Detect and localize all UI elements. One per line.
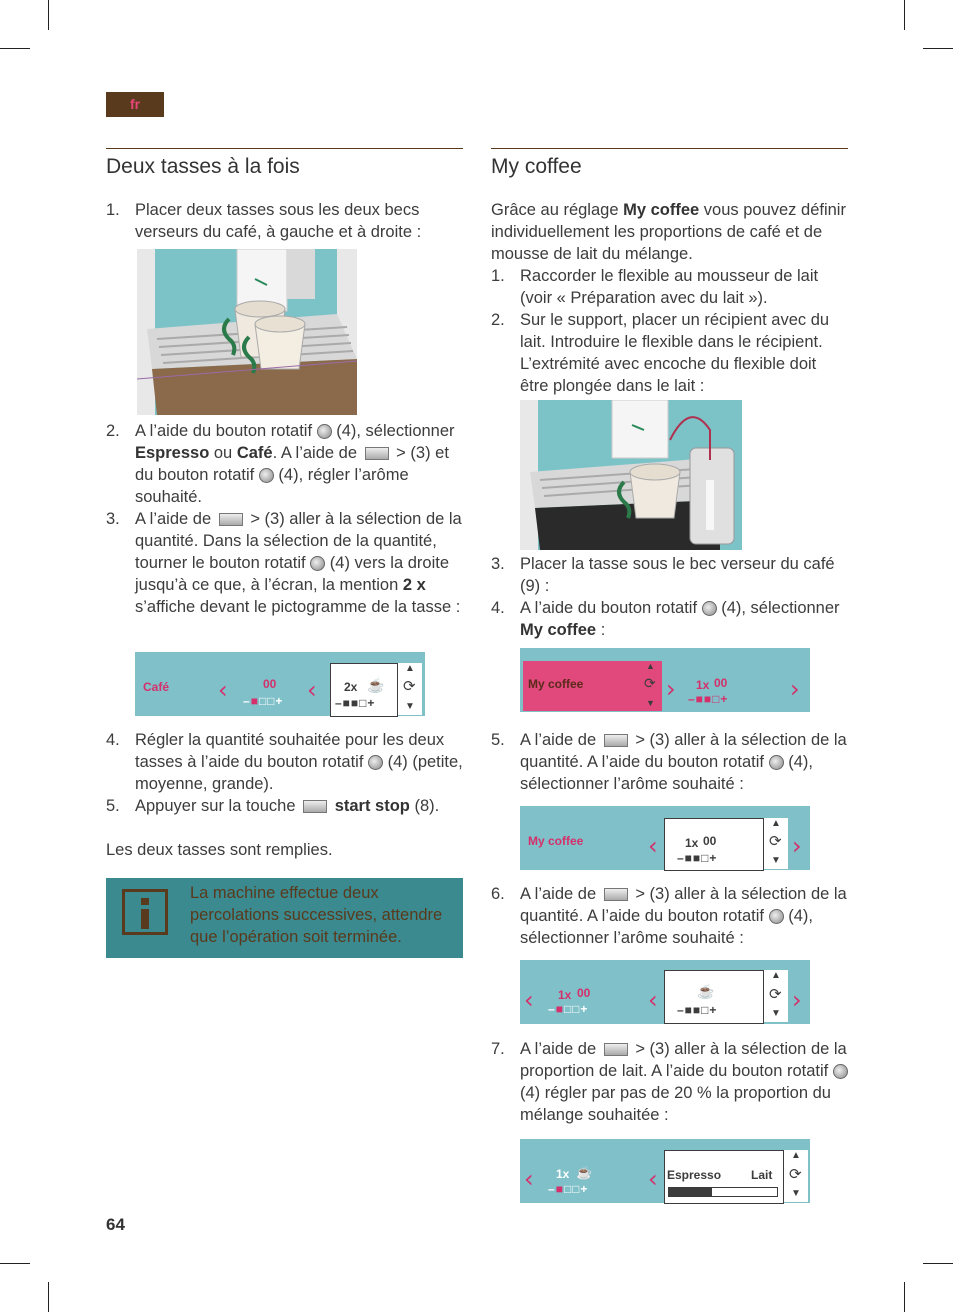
step-number: 3. bbox=[106, 510, 120, 528]
step-6 bbox=[491, 883, 848, 949]
strength-beans-icon: 00 bbox=[577, 986, 591, 1000]
arrow-down-icon: ▼ bbox=[771, 855, 781, 866]
crop-mark bbox=[48, 0, 49, 30]
intro-text: Grâce au réglage bbox=[491, 201, 624, 219]
refresh-icon: ⟳ bbox=[789, 1166, 802, 1183]
step-number: 3. bbox=[491, 555, 505, 573]
step-number: 4. bbox=[491, 599, 505, 617]
arrow-up-icon: ▲ bbox=[405, 663, 415, 674]
step-text: s’affiche devant le pictogramme de la tasse : bbox=[135, 598, 461, 616]
result-note: Les deux tasses sont remplies. bbox=[106, 841, 333, 859]
strength-scale: –■■□+ bbox=[677, 851, 718, 865]
scroll-control bbox=[783, 1150, 808, 1202]
step-3 bbox=[106, 508, 463, 618]
step-number: 6. bbox=[491, 885, 505, 903]
step-number: 2. bbox=[106, 422, 120, 440]
espresso-label: Espresso bbox=[667, 1168, 722, 1182]
step-text: A l’aide de bbox=[135, 510, 216, 528]
page-number: 64 bbox=[106, 1215, 125, 1234]
step-text: (4), sélectionner l’arôme souhaité : bbox=[520, 907, 813, 947]
step-text: A l’aide du bouton rotatif bbox=[135, 422, 317, 440]
step-text: Appuyer sur la touche bbox=[135, 797, 301, 815]
step-text: Sur le support, placer un récipient avec du lait. Introduire le flexible dans le récipient. L’extrémité avec encoche du flexible doit être plongée dans le lait : bbox=[520, 311, 830, 395]
arrow-key-icon bbox=[604, 734, 628, 747]
chevron-right-icon: › bbox=[792, 986, 802, 1014]
chevron-left-icon: ‹ bbox=[648, 986, 658, 1014]
milk-container-illustration bbox=[520, 400, 742, 550]
quantity-box bbox=[330, 663, 398, 717]
display-term: 2 x bbox=[402, 576, 426, 594]
step-text: A l’aide de bbox=[520, 1040, 601, 1058]
chevron-left-icon: ‹ bbox=[524, 986, 534, 1014]
chevron-left-icon: ‹ bbox=[524, 1165, 534, 1193]
step-text: Placer la tasse sous le bec verseur du café (9) : bbox=[520, 555, 835, 595]
arrow-down-icon: ▼ bbox=[791, 1188, 801, 1199]
quantity-value: 1x bbox=[558, 988, 572, 1002]
key-name: start stop bbox=[334, 797, 410, 815]
step-text: Raccorder le flexible au mousseur de lait (voir « Préparation avec du lait »). bbox=[520, 267, 819, 307]
info-box bbox=[106, 878, 463, 958]
menu-term: Café bbox=[236, 444, 273, 462]
rotary-knob-icon bbox=[317, 424, 332, 439]
menu-term: My coffee bbox=[520, 621, 597, 639]
quantity-scale: –■■□+ bbox=[335, 696, 376, 710]
step-number: 7. bbox=[491, 1040, 505, 1058]
rotary-knob-icon bbox=[833, 1064, 848, 1079]
left-column bbox=[106, 148, 463, 185]
quantity-value: 1x bbox=[685, 836, 699, 850]
milk-ratio-fill bbox=[669, 1188, 712, 1196]
strength-scale: –■□□+ bbox=[243, 694, 284, 708]
milk-ratio-box bbox=[664, 1150, 784, 1204]
chevron-left-icon: ‹ bbox=[218, 676, 228, 704]
info-text: La machine effectue deux percolations successives, attendre que l’opération soit terminée. bbox=[190, 884, 443, 946]
crop-mark bbox=[0, 48, 30, 49]
strength-beans-icon: 00 bbox=[263, 677, 277, 691]
step-text: > (3) aller à la sélection de la quantité. A l’aide du bouton rotatif bbox=[520, 885, 847, 925]
scroll-control bbox=[763, 818, 788, 869]
arrow-up-icon: ▲ bbox=[646, 661, 655, 671]
right-column bbox=[491, 148, 848, 185]
step-text: A l’aide de bbox=[520, 731, 601, 749]
step-text: > (3) aller à la sélection de la quantité. Dans la sélection de la quantité, tourner le bouton rotatif bbox=[135, 510, 462, 572]
step-number: 2. bbox=[491, 311, 505, 329]
chevron-right-icon: › bbox=[666, 675, 676, 703]
quantity-value: 1x bbox=[556, 1167, 570, 1181]
arrow-up-icon: ▲ bbox=[771, 970, 781, 981]
step-number: 1. bbox=[491, 267, 505, 285]
display-panel-cafe bbox=[135, 652, 425, 716]
display-panel-quantity bbox=[520, 960, 810, 1024]
start-stop-key-icon bbox=[303, 800, 327, 813]
quantity-value: 1x bbox=[696, 678, 710, 692]
scroll-control bbox=[763, 970, 788, 1022]
cup-icon: ☕ bbox=[576, 1165, 593, 1180]
cup-icon: ☕ bbox=[697, 983, 715, 999]
rotary-knob-icon bbox=[702, 601, 717, 616]
step-text: > (3) et du bouton rotatif bbox=[135, 444, 449, 484]
scroll-control bbox=[397, 663, 422, 715]
arrow-down-icon: ▼ bbox=[646, 698, 655, 708]
arrow-up-icon: ▲ bbox=[771, 818, 781, 829]
display-panel-my-coffee-select bbox=[520, 648, 810, 712]
step-text: A l’aide du bouton rotatif bbox=[520, 599, 702, 617]
rotary-knob-icon bbox=[368, 755, 383, 770]
chevron-right-icon: › bbox=[792, 832, 802, 860]
rotary-knob-icon bbox=[259, 468, 274, 483]
step-text: Régler la quantité souhaitée pour les deux tasses à l’aide du bouton rotatif bbox=[135, 731, 445, 771]
step-text: (4) vers la droite jusqu’à ce que, à l’écran, la mention bbox=[135, 554, 449, 594]
milk-ratio-bar bbox=[668, 1187, 778, 1197]
section-title: Deux tasses à la fois bbox=[106, 155, 300, 178]
crop-mark bbox=[48, 1282, 49, 1312]
section-rule bbox=[106, 148, 463, 149]
step-text: > (3) aller à la sélection de la quantité. A l’aide du bouton rotatif bbox=[520, 731, 847, 771]
step-3 bbox=[491, 553, 848, 597]
step-number: 5. bbox=[491, 731, 505, 749]
step-text: > (3) aller à la sélection de la proportion de lait. A l’aide du bouton rotatif bbox=[520, 1040, 847, 1080]
step-text: (4), sélectionner bbox=[716, 599, 840, 617]
display-label: My coffee bbox=[528, 834, 584, 848]
step-text: ou bbox=[209, 444, 237, 462]
section-title: My coffee bbox=[491, 155, 582, 178]
step-7 bbox=[491, 1038, 848, 1126]
rotary-knob-icon bbox=[310, 556, 325, 571]
step-text: (4), sélectionner bbox=[331, 422, 455, 440]
section-rule bbox=[491, 148, 848, 149]
step-text: : bbox=[596, 621, 606, 639]
quantity-box bbox=[664, 970, 764, 1024]
arrow-key-icon bbox=[219, 513, 243, 526]
milk-label: Lait bbox=[751, 1168, 773, 1182]
step-text: (4), sélectionner l’arôme souhaité : bbox=[520, 753, 813, 793]
display-panel-my-coffee-strength bbox=[520, 806, 810, 870]
chevron-left-icon: ‹ bbox=[648, 832, 658, 860]
crop-mark bbox=[923, 48, 953, 49]
step-1 bbox=[491, 265, 848, 309]
step-text: (4) (petite, moyenne, grande). bbox=[135, 753, 463, 793]
info-icon bbox=[122, 889, 168, 935]
rotary-knob-icon bbox=[769, 909, 784, 924]
arrow-key-icon bbox=[604, 1043, 628, 1056]
display-panel-milk-ratio bbox=[520, 1139, 810, 1203]
two-cups-illustration bbox=[137, 249, 357, 415]
intro-text: vous pouvez définir individuellement les proportions de café et de mousse de lait du mélange. bbox=[491, 201, 846, 263]
arrow-key-icon bbox=[365, 447, 389, 460]
strength-beans-icon: 00 bbox=[714, 676, 728, 690]
language-tag: fr bbox=[106, 92, 164, 117]
step-5 bbox=[106, 795, 463, 817]
refresh-icon: ⟳ bbox=[769, 986, 782, 1003]
chevron-left-icon: ‹ bbox=[307, 676, 317, 704]
refresh-icon: ⟳ bbox=[769, 833, 782, 850]
strength-beans-icon: 00 bbox=[703, 834, 717, 848]
step-text: (8). bbox=[409, 797, 440, 815]
crop-mark bbox=[0, 1263, 30, 1264]
arrow-down-icon: ▼ bbox=[405, 701, 415, 712]
step-4 bbox=[491, 597, 848, 641]
crop-mark bbox=[923, 1263, 953, 1264]
display-label: My coffee bbox=[528, 677, 584, 691]
step-number: 4. bbox=[106, 731, 120, 749]
cup-icon: ☕ bbox=[367, 677, 385, 693]
arrow-up-icon: ▲ bbox=[791, 1150, 801, 1161]
crop-mark bbox=[904, 1282, 905, 1312]
strength-scale: –■■□+ bbox=[688, 692, 729, 706]
step-text: (4), régler l’arôme souhaité. bbox=[135, 466, 409, 506]
quantity-value: 2x bbox=[344, 680, 358, 694]
step-4 bbox=[106, 729, 463, 795]
quantity-scale: –■□□+ bbox=[548, 1182, 589, 1196]
quantity-scale: –■■□+ bbox=[677, 1003, 718, 1017]
step-text: (4) régler par pas de 20 % la proportion du mélange souhaitée : bbox=[520, 1084, 831, 1124]
display-label: Café bbox=[143, 680, 170, 694]
chevron-left-icon: ‹ bbox=[648, 1165, 658, 1193]
intro bbox=[491, 199, 848, 265]
step-number: 5. bbox=[106, 797, 120, 815]
arrow-down-icon: ▼ bbox=[771, 1008, 781, 1019]
step-number: 1. bbox=[106, 201, 120, 219]
step-text: . A l’aide de bbox=[272, 444, 362, 462]
refresh-icon: ⟳ bbox=[403, 678, 416, 695]
refresh-icon: ⟳ bbox=[644, 675, 656, 691]
step-5 bbox=[491, 729, 848, 795]
scroll-control bbox=[640, 661, 662, 711]
step-2 bbox=[491, 309, 848, 397]
step-text: A l’aide de bbox=[520, 885, 601, 903]
step-2 bbox=[106, 420, 463, 508]
menu-term: My coffee bbox=[623, 201, 700, 219]
step-1 bbox=[106, 199, 463, 243]
step-text: Placer deux tasses sous les deux becs verseurs du café, à gauche et à droite : bbox=[135, 201, 422, 241]
rotary-knob-icon bbox=[769, 755, 784, 770]
arrow-key-icon bbox=[604, 888, 628, 901]
strength-scale: –■□□+ bbox=[548, 1002, 589, 1016]
strength-box bbox=[664, 818, 764, 871]
chevron-right-icon: › bbox=[790, 675, 800, 703]
crop-mark bbox=[904, 0, 905, 30]
menu-term: Espresso bbox=[135, 444, 210, 462]
